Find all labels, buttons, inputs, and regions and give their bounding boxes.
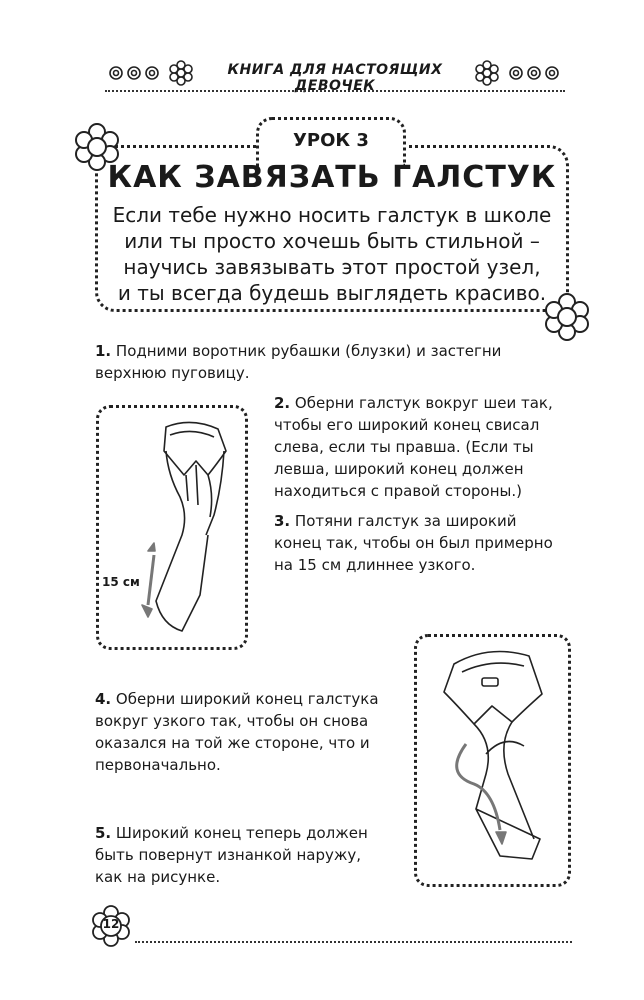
footer-divider [135, 941, 572, 943]
step-number: 5. [95, 824, 112, 842]
step-number: 4. [95, 690, 112, 708]
step-number: 3. [274, 512, 291, 530]
step-5 [95, 822, 385, 888]
step-text: Оберни широкий конец галстука вокруг узкого так, чтобы он снова оказался на той же стороне, что и первоначально. [95, 690, 379, 774]
step-3 [274, 510, 564, 576]
page-number: 12 [102, 917, 120, 931]
step-text: Широкий конец теперь должен быть повернут изнанкой наружу, как на рисунке. [95, 824, 368, 886]
step-text: Оберни галстук вокруг шеи так, чтобы его широкий конец свисал слева, если ты правша. (Если ты левша, широкий конец должен находиться с правой стороны.) [274, 394, 553, 500]
intro-line: научись завязывать этот простой узел, [123, 255, 541, 279]
lesson-label: УРОК 3 [293, 130, 369, 151]
header-divider [105, 90, 565, 92]
running-header-title: КНИГА ДЛЯ НАСТОЯЩИХ ДЕВОЧЕК [227, 62, 443, 94]
step-1 [95, 340, 555, 384]
tie-draped-illustration [96, 405, 248, 650]
step-4 [95, 688, 395, 776]
step-text: Подними воротник рубашки (блузки) и застегни верхнюю пуговицу. [95, 342, 502, 382]
flower-ornament-icon [106, 58, 198, 88]
intro-line: и ты всегда будешь выглядеть красиво. [117, 281, 547, 305]
intro-line: Если тебе нужно носить галстук в школе [112, 203, 552, 227]
step-2 [274, 392, 574, 502]
flower-ornament-icon [470, 58, 562, 88]
lesson-title: КАК ЗАВЯЗАТЬ ГАЛСТУК [107, 160, 557, 195]
intro-line: или ты просто хочешь быть стильной – [124, 229, 540, 253]
step-number: 2. [274, 394, 291, 412]
step-number: 1. [95, 342, 112, 360]
intro-text [108, 202, 556, 306]
step-text: Потяни галстук за широкий конец так, чтобы он был примерно на 15 см длиннее узкого. [274, 512, 553, 574]
tie-wrap-illustration [414, 634, 571, 887]
measure-label: 15 см [102, 575, 140, 589]
